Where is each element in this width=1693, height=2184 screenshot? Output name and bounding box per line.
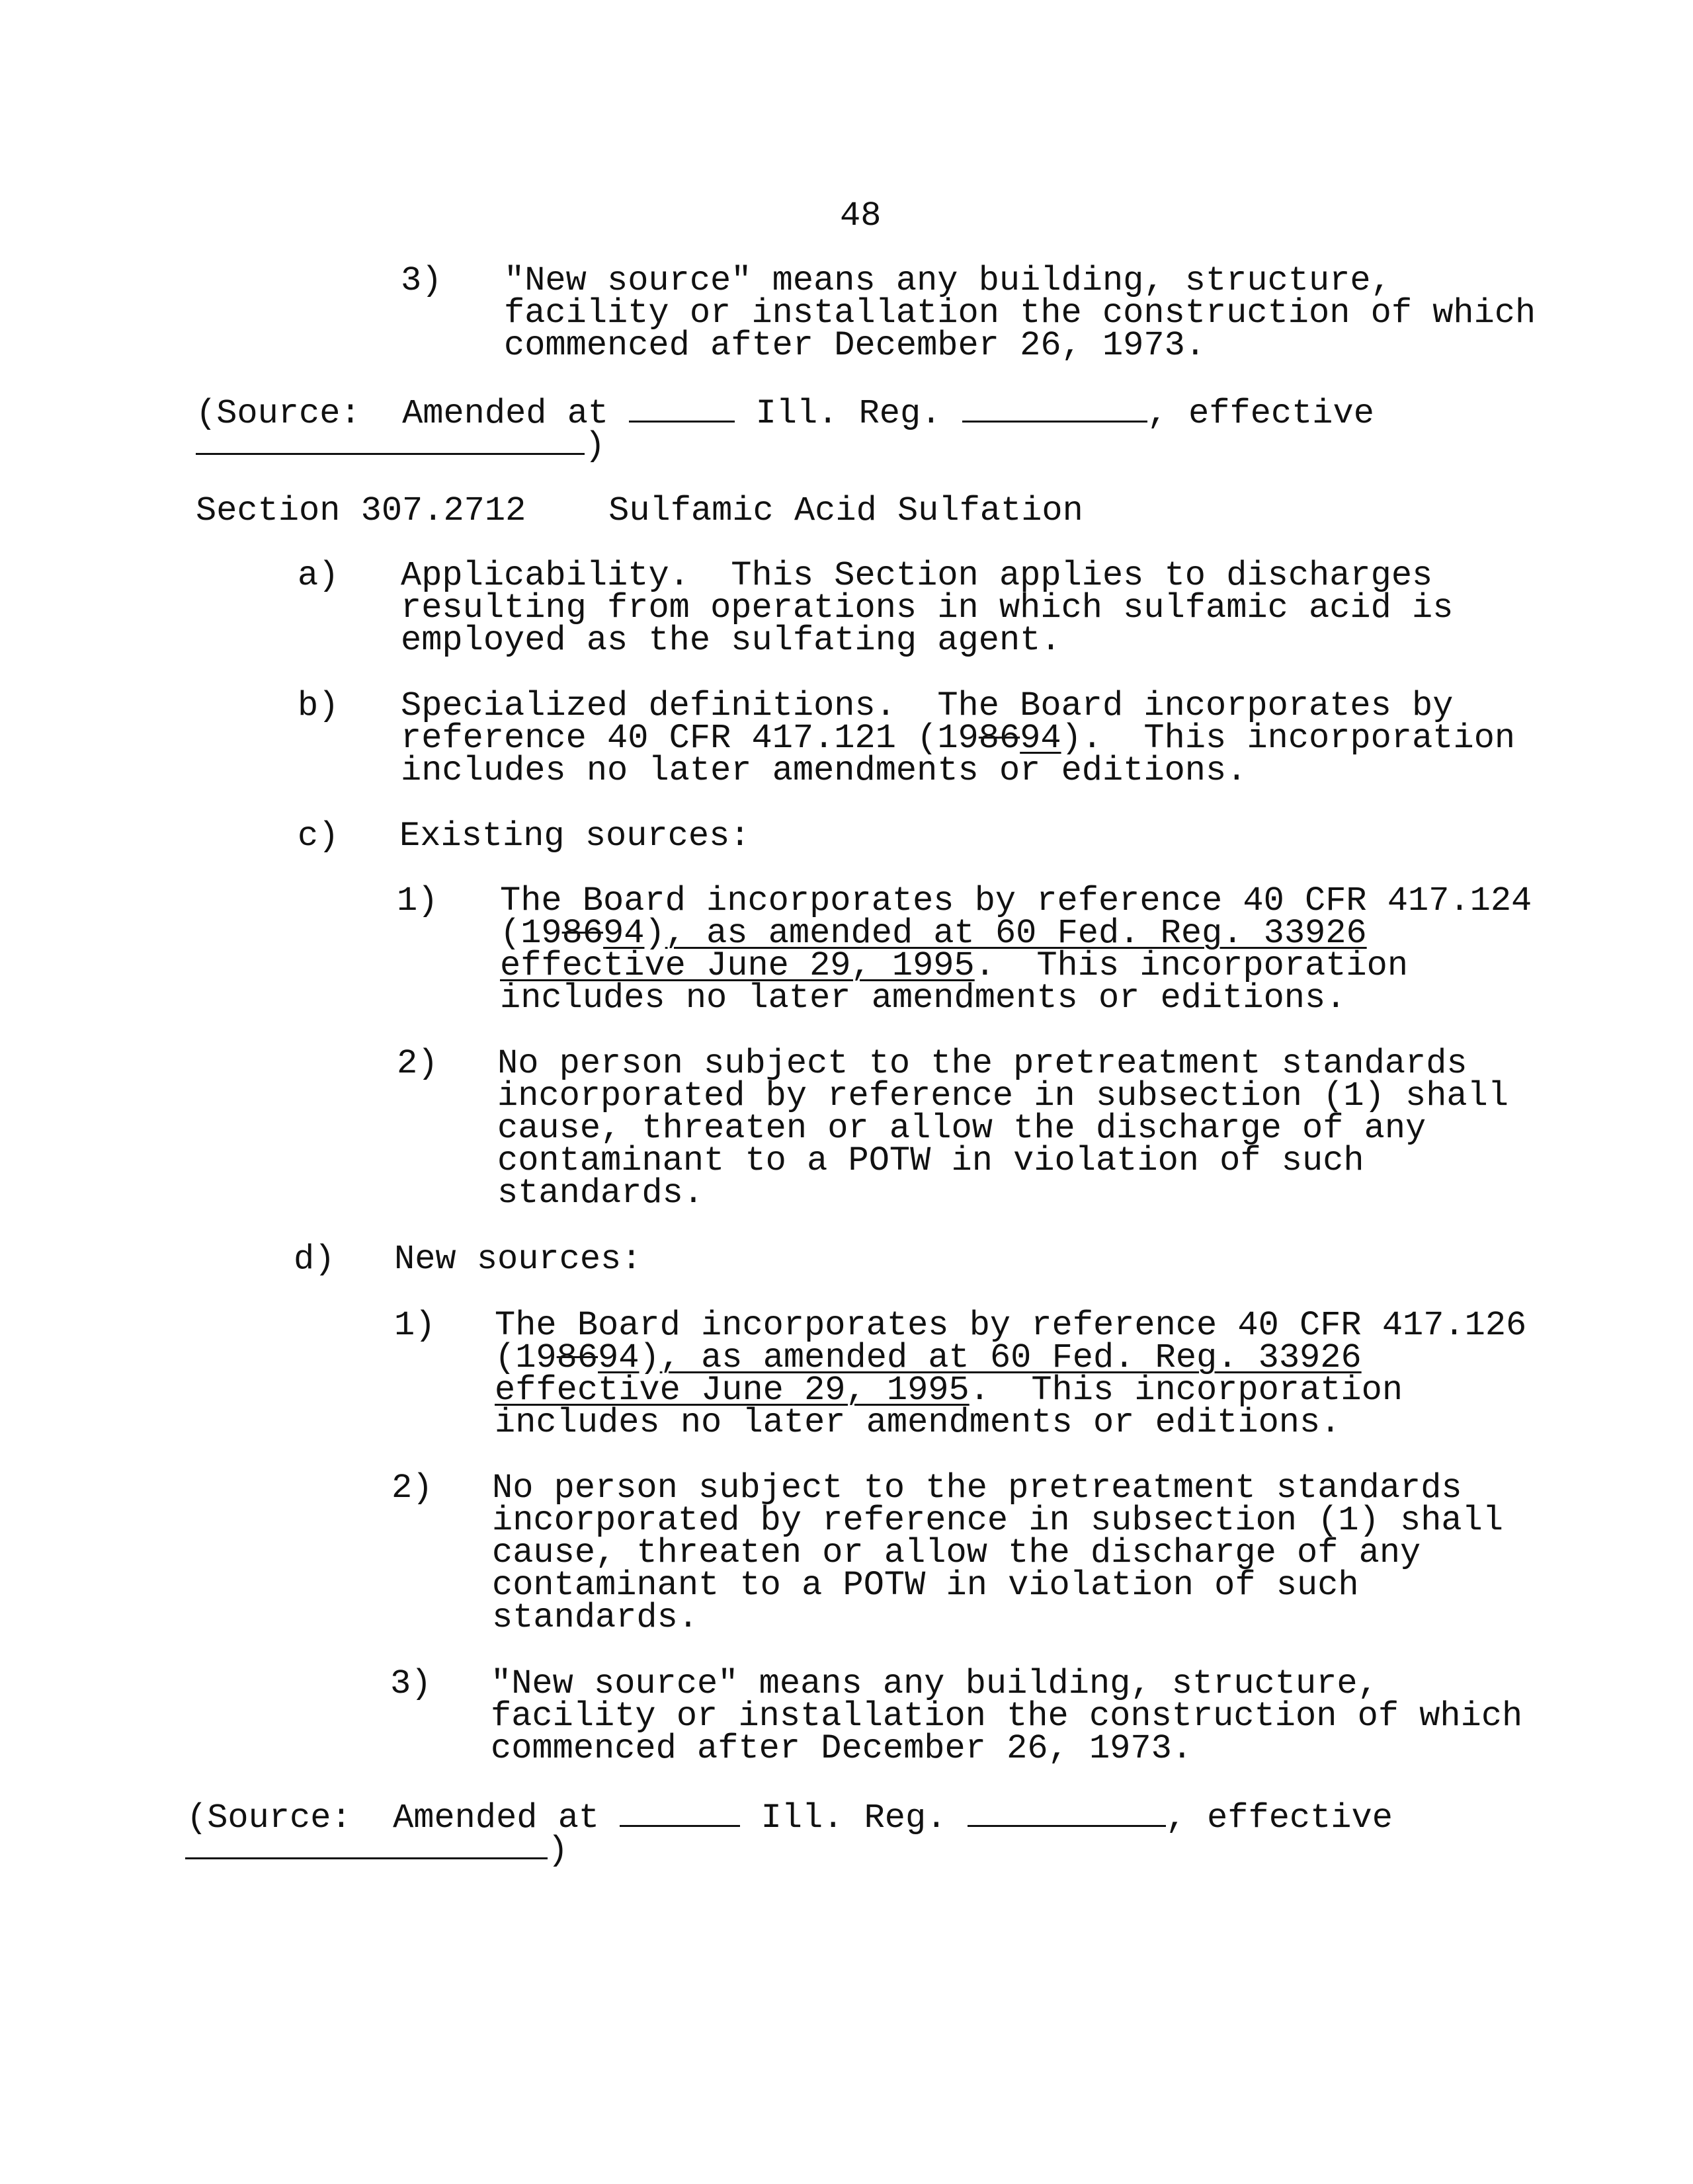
text-line: standards. xyxy=(492,1598,699,1637)
item-number: 2) xyxy=(392,1469,433,1508)
close-paren: ) xyxy=(548,1831,569,1870)
item-text xyxy=(491,1664,1523,1768)
text-line: "New source" means any building, structure, xyxy=(504,261,1391,300)
section-title: Sulfamic Acid Sulfation xyxy=(608,491,1083,530)
item-number: 1) xyxy=(394,1306,436,1345)
item-number: 3) xyxy=(401,261,442,300)
item-number: 3) xyxy=(390,1664,432,1703)
deleted-text: 86 xyxy=(978,719,1020,758)
text-line: employed as the sulfating agent. xyxy=(401,621,1061,660)
text-line: Specialized definitions. The Board incorporates by xyxy=(401,686,1454,725)
amended-at-label: Amended at xyxy=(393,1799,600,1838)
source-line-2 xyxy=(196,426,606,465)
ill-reg-label: Ill. Reg. xyxy=(761,1799,947,1838)
item-text xyxy=(504,261,1536,365)
source-label: (Source: xyxy=(196,394,361,433)
text-line: Applicability. This Section applies to discharges xyxy=(401,556,1433,595)
text-run: ) xyxy=(639,1338,660,1377)
text-line: incorporated by reference in subsection (1) shall xyxy=(492,1501,1504,1540)
text-line: facility or installation the construction of which xyxy=(491,1697,1523,1736)
source-line xyxy=(196,394,1374,433)
item-number: 1) xyxy=(397,881,438,920)
blank-page xyxy=(968,1800,1166,1827)
blank-effective-date xyxy=(196,428,585,455)
text-line: resulting from operations in which sulfamic acid is xyxy=(401,588,1454,627)
text-run: (19 xyxy=(500,914,562,953)
blank-volume xyxy=(629,395,735,423)
text-line: cause, threaten or allow the discharge of any xyxy=(492,1533,1421,1572)
source-label: (Source: xyxy=(186,1799,352,1838)
text-line: contaminant to a POTW in violation of such xyxy=(497,1141,1364,1180)
text-run: ). This incorporation xyxy=(1061,719,1516,758)
text-line: No person subject to the pretreatment standards xyxy=(492,1469,1462,1508)
inserted-text: 94 xyxy=(598,1338,640,1377)
comma: , xyxy=(1147,394,1168,433)
text-line: includes no later amendments or editions. xyxy=(500,979,1346,1018)
amended-at-label: Amended at xyxy=(402,394,609,433)
subsection-heading: New sources: xyxy=(394,1240,642,1279)
text-line: contaminant to a POTW in violation of such xyxy=(492,1566,1359,1605)
text-line xyxy=(401,719,1516,758)
inserted-text: 94 xyxy=(603,914,645,953)
text-run: reference 40 CFR 417.121 (19 xyxy=(401,719,979,758)
page-number: 48 xyxy=(840,196,882,235)
text-line: The Board incorporates by reference 40 CFR 417.124 xyxy=(500,881,1532,920)
comma: , xyxy=(1165,1799,1186,1838)
text-line: "New source" means any building, structure, xyxy=(491,1664,1378,1703)
item-text xyxy=(495,1306,1527,1442)
section-number: Section 307.2712 xyxy=(196,491,526,530)
inserted-text: effective June 29, 1995 xyxy=(500,946,975,985)
text-line: cause, threaten or allow the discharge of any xyxy=(497,1109,1426,1148)
text-run: . This incorporation xyxy=(974,946,1409,985)
subsection-label: d) xyxy=(294,1240,335,1279)
close-paren: ) xyxy=(585,426,606,465)
text-line: No person subject to the pretreatment standards xyxy=(497,1044,1467,1083)
source-line xyxy=(186,1799,1393,1838)
section-heading xyxy=(196,491,1083,530)
blank-volume xyxy=(620,1800,740,1827)
text-run: . This incorporation xyxy=(969,1371,1403,1410)
text-line: includes no later amendments or editions. xyxy=(495,1403,1341,1442)
subsection-label: c) xyxy=(298,817,339,856)
blank-effective-date xyxy=(185,1832,548,1859)
item-text xyxy=(500,881,1532,1018)
effective-label: effective xyxy=(1188,394,1374,433)
text-line xyxy=(495,1338,1526,1377)
subsection-heading: Existing sources: xyxy=(399,817,751,856)
text-run: (19 xyxy=(495,1338,557,1377)
subsection-label: a) xyxy=(298,556,339,595)
subsection-label: b) xyxy=(298,686,339,725)
inserted-text: 94 xyxy=(1020,719,1061,758)
subsection-text xyxy=(401,556,1454,660)
text-line: The Board incorporates by reference 40 CFR 417.126 xyxy=(495,1306,1527,1345)
deleted-text: 86 xyxy=(556,1338,599,1377)
item-text xyxy=(492,1469,1504,1637)
inserted-text: effective June 29, 1995 xyxy=(495,1371,970,1410)
text-run: ) xyxy=(644,914,665,953)
item-number: 2) xyxy=(397,1044,438,1083)
text-line: commenced after December 26, 1973. xyxy=(491,1729,1192,1768)
text-line xyxy=(500,946,1532,985)
text-line: facility or installation the construction of which xyxy=(504,294,1536,333)
text-line xyxy=(495,1371,1526,1410)
text-line: includes no later amendments or editions. xyxy=(401,751,1247,790)
inserted-text: , as amended at 60 Fed. Reg. 33926 xyxy=(665,914,1367,953)
subsection-text xyxy=(401,686,1516,790)
text-line: commenced after December 26, 1973. xyxy=(504,326,1206,365)
source-line-2 xyxy=(185,1831,569,1870)
text-line: incorporated by reference in subsection (1) shall xyxy=(497,1076,1509,1115)
blank-page xyxy=(962,395,1147,423)
text-line xyxy=(500,914,1532,953)
ill-reg-label: Ill. Reg. xyxy=(755,394,942,433)
inserted-text: , as amended at 60 Fed. Reg. 33926 xyxy=(659,1338,1362,1377)
deleted-text: 86 xyxy=(561,914,604,953)
effective-label: effective xyxy=(1207,1799,1393,1838)
item-text xyxy=(497,1044,1509,1213)
text-line: standards. xyxy=(497,1174,704,1213)
